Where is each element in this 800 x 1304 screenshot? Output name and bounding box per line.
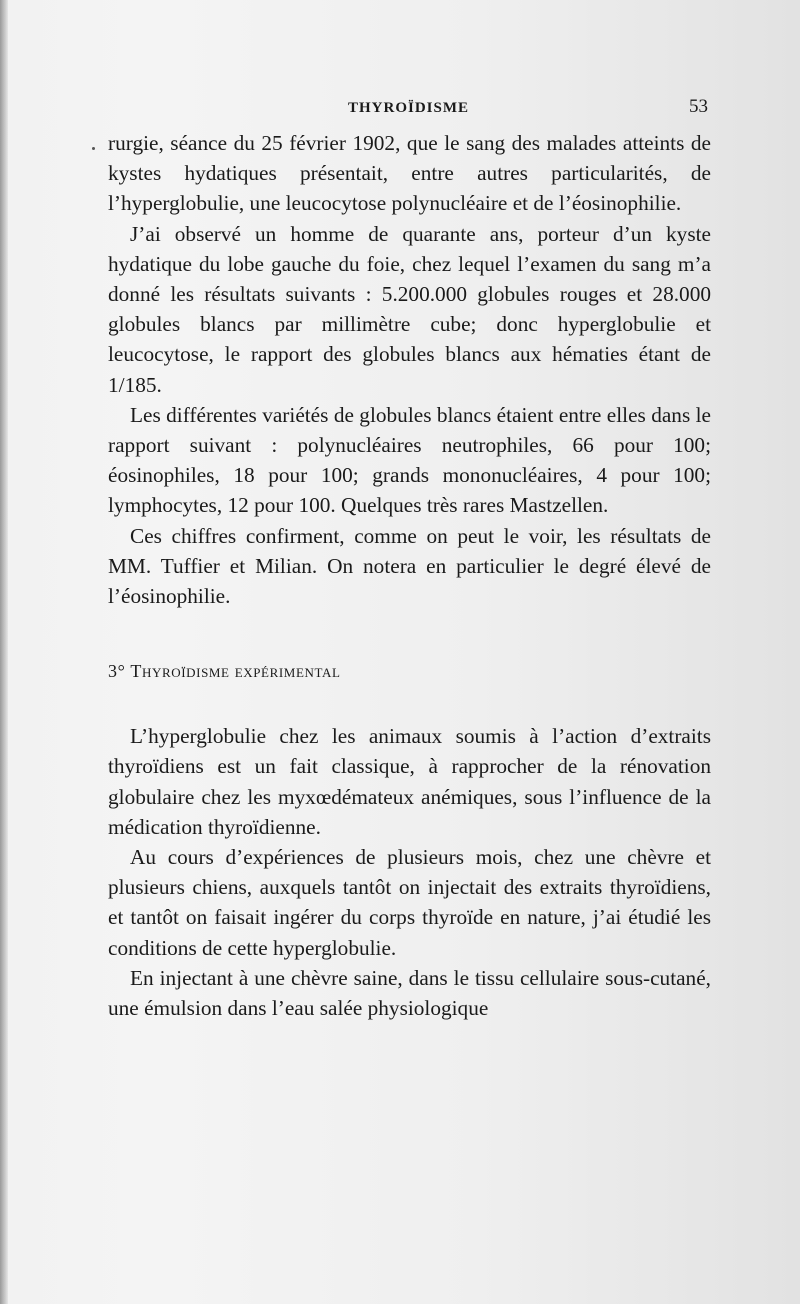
paragraph-hyperglobulie: L’hyperglobulie chez les animaux soumis à l’action d’extraits thyroïdiens est un fait classique, à rapprocher de la rénovation globulaire chez les myxœdémateux anémiques, sous l’influence de la médication thyroïdienne.: [108, 724, 711, 839]
paragraph-confirmation: Ces chiffres confirment, comme on peut le voir, les résultats de MM. Tuffier et Milian. On notera en particulier le degré élevé de l’éosinophilie.: [108, 523, 711, 609]
running-title: THYROÏDISME: [348, 100, 470, 116]
section-heading: [108, 659, 711, 683]
margin-dot: [92, 147, 95, 150]
section-number: 3°: [108, 661, 126, 682]
paragraph-leukocyte-varieties: Les différentes variétés de globules blancs étaient entre elles dans le rapport suivant : polynucléaires neutrophiles, 66 pour 100; éosinophiles, 18 pour 100; grands mononucléaires, 4 pour 100; lymphocytes, 12 pour 100. Quelques très rares Mastzellen.: [108, 402, 711, 518]
paragraph-injection: En injectant à une chèvre saine, dans le tissu cellulaire sous-cutané, une émulsion dans l’eau salée physiologique: [108, 965, 711, 1021]
page-header: [108, 96, 708, 122]
binding-shadow: [0, 0, 8, 1304]
paragraph-experiments: Au cours d’expériences de plusieurs mois, chez une chèvre et plusieurs chiens, auxquels tantôt on injectait des extraits thyroïdiens, et tantôt on faisait ingérer du corps thyroïde en nature, j’ai étudié les conditions de cette hyperglobulie.: [108, 845, 711, 960]
paragraph-observation: J’ai observé un homme de quarante ans, porteur d’un kyste hydatique du lobe gauche du foie, chez lequel l’examen du sang m’a donné les résultats suivants : 5.200.000 globules rouges et 28.000 globules blancs par millimètre cube; donc hyperglobulie et leucocytose, le rapport des globules blancs aux hématies étant de 1/185.: [108, 221, 711, 397]
paragraph-continuation: rurgie, séance du 25 février 1902, que le sang des malades atteints de kystes hydatiques présentait, entre autres particularités, de l’hyperglobulie, une leucocytose polynucléaire et de l’éosinophilie.: [108, 131, 711, 216]
page-number: 53: [689, 96, 708, 117]
body-text: [108, 128, 711, 1023]
section-title: Thyroïdisme expérimental: [130, 661, 341, 682]
